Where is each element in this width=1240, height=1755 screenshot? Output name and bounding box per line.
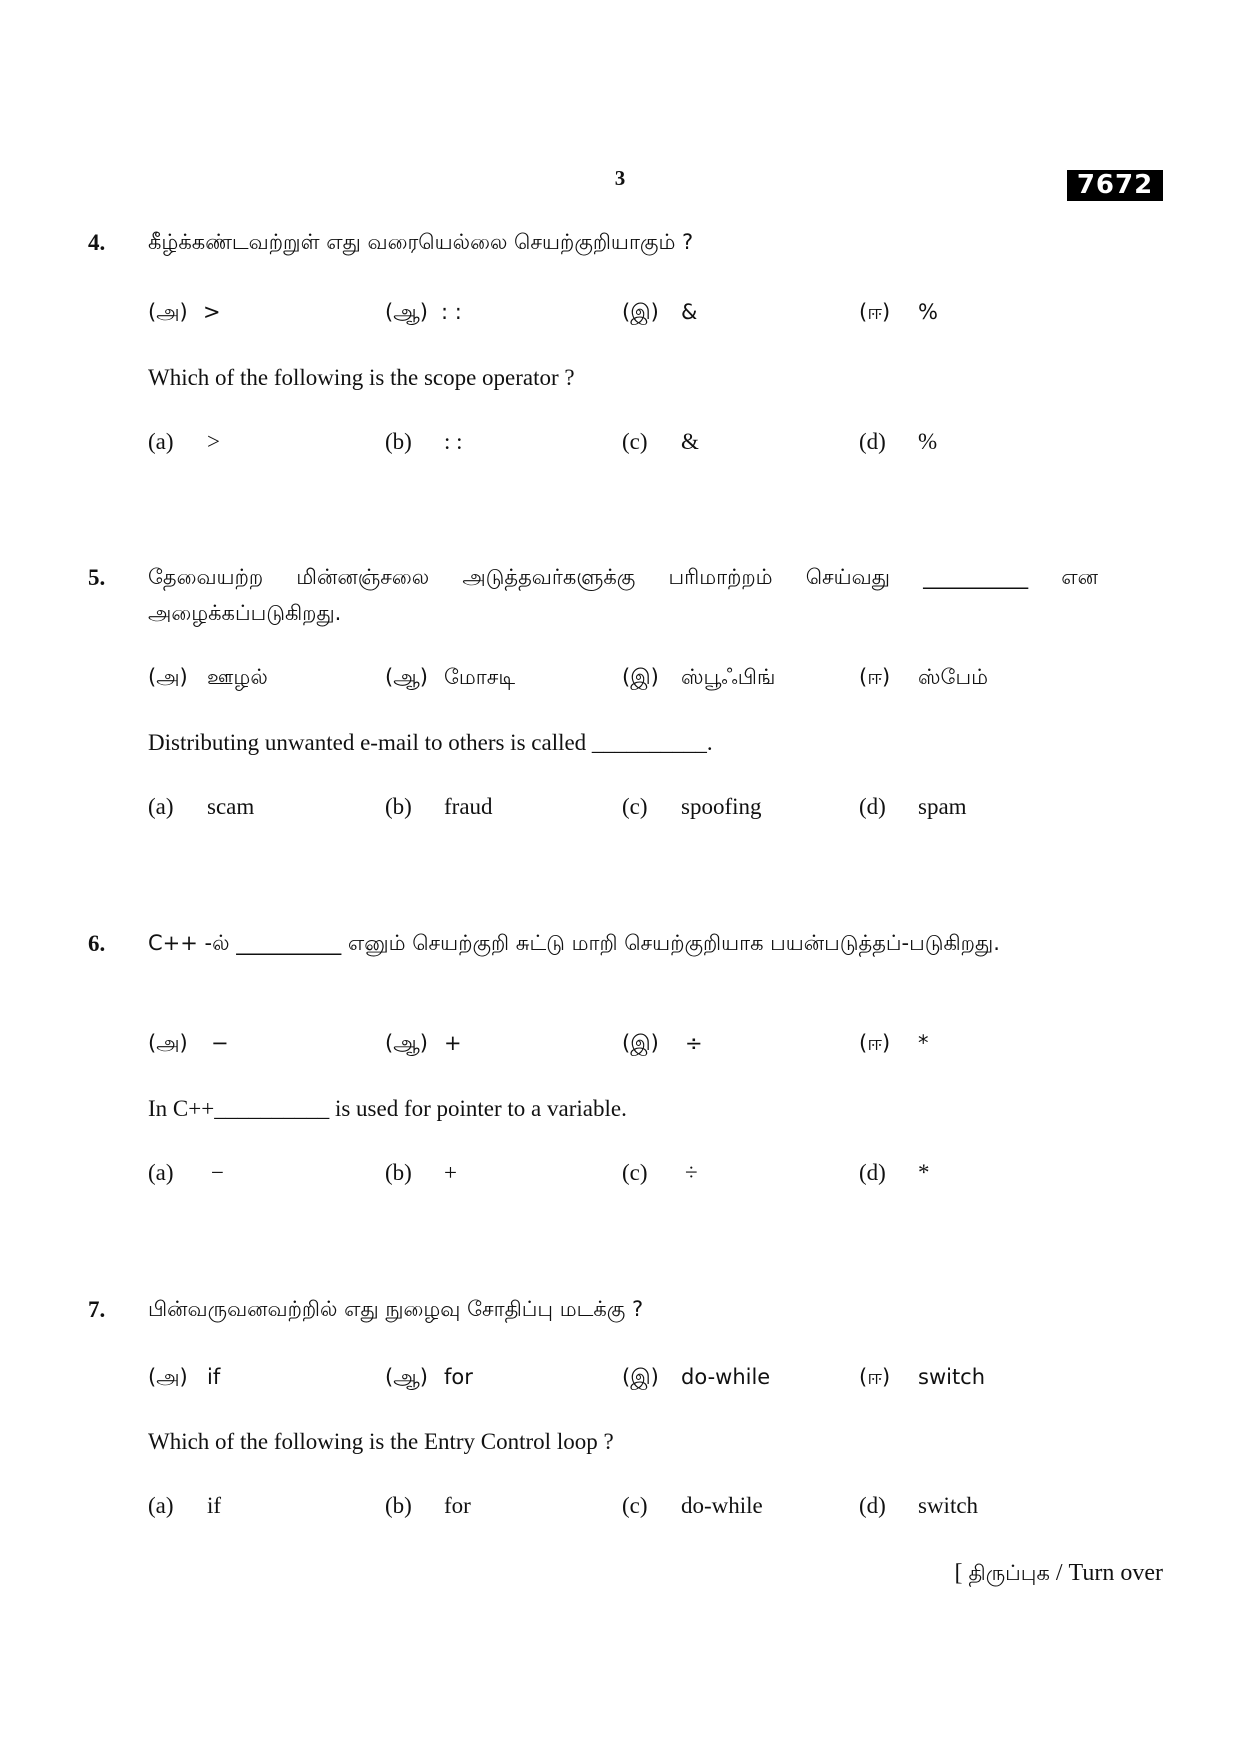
footer-english: Turn over <box>1068 1560 1163 1586</box>
option-label: (a) <box>148 794 174 819</box>
option-text: ÷ <box>685 1031 703 1055</box>
english-options <box>0 429 1240 461</box>
option-label: (b) <box>385 794 412 819</box>
option-label: (d) <box>859 794 886 819</box>
option-label: (b) <box>385 1493 412 1518</box>
option-text: & <box>681 300 698 324</box>
option-label: (d) <box>859 1160 886 1185</box>
question-text-english: Distributing unwanted e-mail to others is called __________. <box>148 730 713 755</box>
paper-code-badge: 7672 <box>1067 170 1163 201</box>
option-label: (அ) <box>148 1031 188 1055</box>
option-label: (அ) <box>148 1365 188 1389</box>
option-text: fraud <box>444 794 493 819</box>
option-label: (c) <box>622 1493 648 1518</box>
option-label: (b) <box>385 429 412 454</box>
option-text: : : <box>441 300 462 324</box>
option-text: ÷ <box>685 1160 698 1185</box>
footer-separator: / <box>1055 1560 1063 1586</box>
option-label: (ஈ) <box>859 1031 891 1055</box>
question-number: 7. <box>88 1297 106 1322</box>
question-text-english: Which of the following is the scope operator ? <box>148 365 575 390</box>
footer-tamil: திருப்புக <box>968 1561 1050 1585</box>
option-label: (ஆ) <box>385 300 428 324</box>
option-text: * <box>918 1031 929 1055</box>
tamil-options <box>0 1365 1240 1397</box>
option-text: spam <box>918 794 967 819</box>
question-text-english: In C++__________ is used for pointer to a variable. <box>148 1096 627 1121</box>
option-text: ஊழல் <box>207 665 268 689</box>
question-text-tamil: தேவையற்ற மின்னஞ்சலை அடுத்தவர்களுக்கு பரிமாற்றம் செய்வது __________ என அழைக்கப்படுகிறது. <box>148 565 1098 625</box>
option-label: (ஈ) <box>859 665 891 689</box>
option-label: (a) <box>148 429 174 454</box>
option-label: (c) <box>622 1160 648 1185</box>
option-label: (இ) <box>622 1031 659 1055</box>
option-text: − <box>211 1031 229 1055</box>
option-text: scam <box>207 794 255 819</box>
option-text: for <box>444 1493 471 1518</box>
question-number: 4. <box>88 230 106 255</box>
question-number: 5. <box>88 565 106 590</box>
option-label: (b) <box>385 1160 412 1185</box>
option-label: (a) <box>148 1493 174 1518</box>
option-text: switch <box>918 1493 979 1518</box>
option-label: (இ) <box>622 665 659 689</box>
option-text: switch <box>918 1365 986 1389</box>
page-number: 3 <box>614 166 626 190</box>
english-options <box>0 794 1240 826</box>
tamil-options <box>0 1031 1240 1063</box>
option-text: do-while <box>681 1493 763 1518</box>
footer-bracket: [ <box>954 1560 963 1586</box>
option-text: ஸ்பூஃபிங் <box>681 665 776 689</box>
question-text-tamil: பின்வருவனவற்றில் எது நுழைவு சோதிப்பு மடக்கு ? <box>148 1297 644 1321</box>
option-text: மோசடி <box>444 665 516 689</box>
question-number: 6. <box>88 931 106 956</box>
question-text-tamil: கீழ்க்கண்டவற்றுள் எது வரையெல்லை செயற்குறியாகும் ? <box>148 230 694 254</box>
option-text: if <box>207 1365 221 1389</box>
option-text: spoofing <box>681 794 762 819</box>
option-label: (c) <box>622 429 648 454</box>
option-text: + <box>444 1031 462 1055</box>
option-label: (அ) <box>148 665 188 689</box>
option-label: (இ) <box>622 1365 659 1389</box>
tamil-options <box>0 300 1240 332</box>
english-options <box>0 1160 1240 1192</box>
option-text: & <box>681 429 699 454</box>
option-label: (ஆ) <box>385 1031 428 1055</box>
option-label: (அ) <box>148 300 188 324</box>
tamil-options <box>0 665 1240 697</box>
option-text: do-while <box>681 1365 771 1389</box>
option-text: if <box>207 1493 222 1518</box>
turn-over-note <box>955 1560 1163 1588</box>
option-text: > <box>207 429 220 454</box>
option-label: (a) <box>148 1160 174 1185</box>
option-text: ஸ்பேம் <box>918 665 988 689</box>
option-label: (c) <box>622 794 648 819</box>
question-text-english: Which of the following is the Entry Control loop ? <box>148 1429 614 1454</box>
option-text: − <box>211 1160 224 1185</box>
option-label: (ஆ) <box>385 665 428 689</box>
option-text: for <box>444 1365 473 1389</box>
option-text: : : <box>444 429 463 454</box>
option-text: % <box>918 300 938 324</box>
option-label: (ஈ) <box>859 300 891 324</box>
option-label: (ஈ) <box>859 1365 891 1389</box>
option-label: (d) <box>859 1493 886 1518</box>
option-text: > <box>203 300 221 324</box>
option-text: + <box>444 1160 457 1185</box>
option-text: % <box>918 429 938 454</box>
option-label: (ஆ) <box>385 1365 428 1389</box>
question-text-tamil: C++ -ல் __________ எனும் செயற்குறி சுட்டு மாறி செயற்குறியாக பயன்படுத்தப்-படுகிறது. <box>148 931 1000 955</box>
option-text: * <box>918 1160 930 1185</box>
english-options <box>0 1493 1240 1525</box>
option-label: (இ) <box>622 300 659 324</box>
option-label: (d) <box>859 429 886 454</box>
